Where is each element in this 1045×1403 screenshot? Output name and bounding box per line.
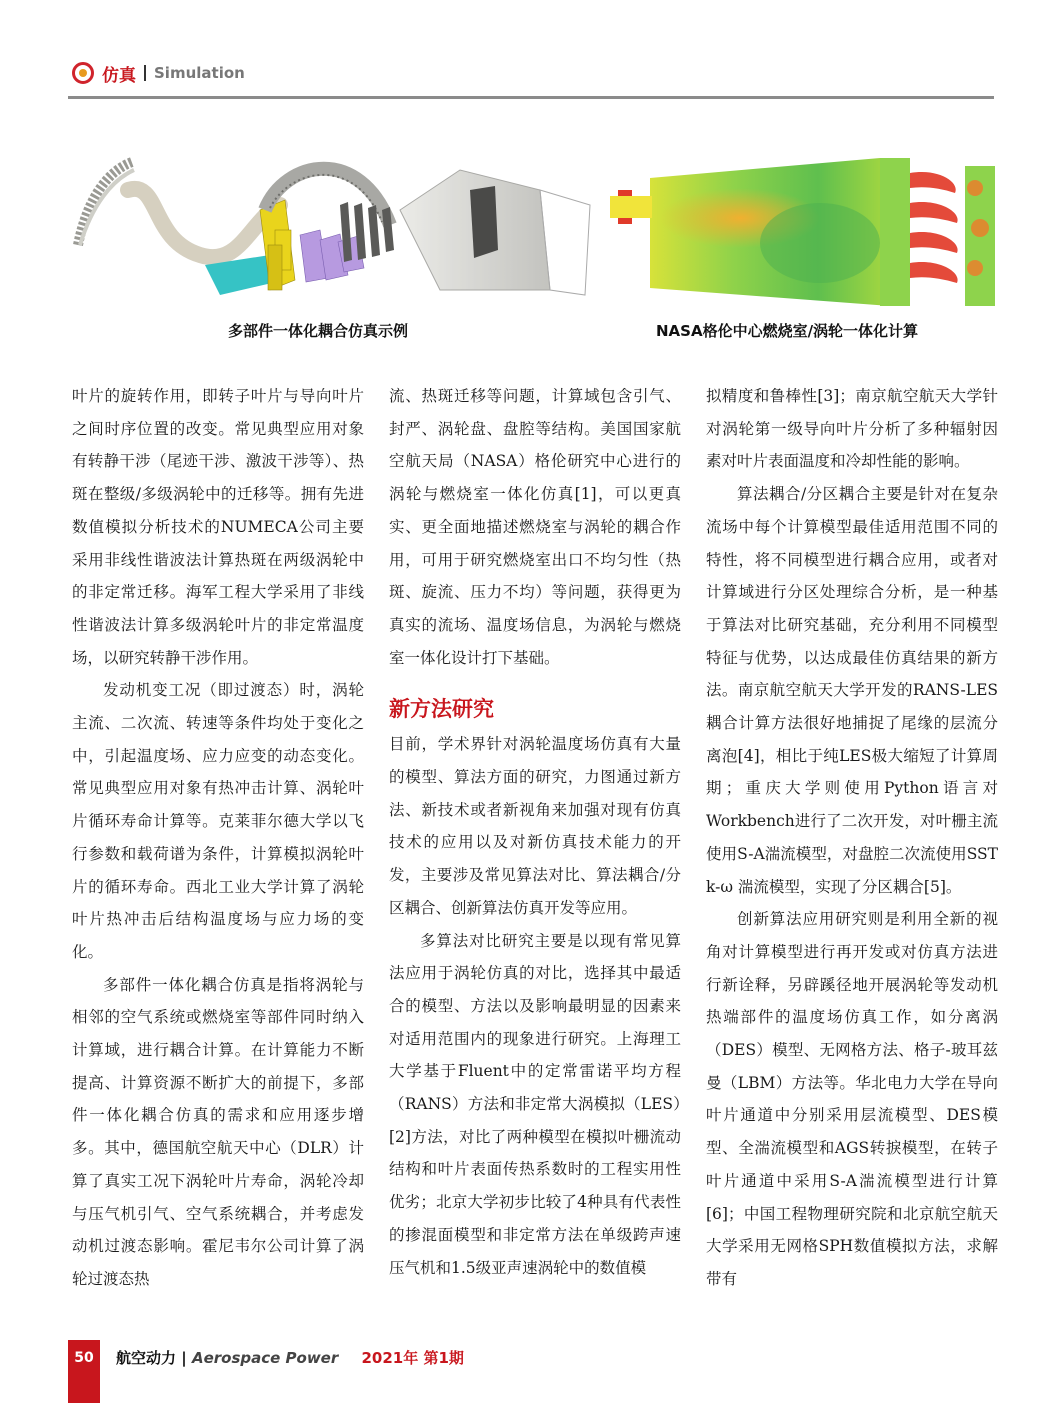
header-rule [68,96,994,99]
section-title-en: Simulation [154,64,245,82]
paragraph: 算法耦合/分区耦合主要是针对在复杂流场中每个计算模型最佳适用范围不同的特性，将不同模型进行耦合应用，或者对计算域进行分区处理综合分析，是一种基于算法对比研究基础，充分利用不同模型特征与优势，以达成最佳仿真结果的新方法。南京航空航天大学开发的RANS-LES耦合计算方法很好地捕捉了尾缘的层流分离泡[4]，相比于纯LES极大缩短了计算周期；重庆大学则使用Python语言对Workbench进行了二次开发，对叶栅主流使用S-A湍流模型，对盘腔二次流使用SST k-ω 湍流模型，实现了分区耦合[5]。 [706,485,998,896]
text-column-1 [72,380,364,1296]
journal-logo-icon [72,62,94,84]
paragraph: 目前，学术界针对涡轮温度场仿真有大量的模型、算法方面的研究，力图通过新方法、新技术或者新视角来加强对现有仿真技术的应用以及对新仿真技术能力的开发，主要涉及常见算法对比、算法耦合/分区耦合、创新算法仿真开发等应用。 [389,735,681,917]
paragraph: 多算法对比研究主要是以现有常见算法应用于涡轮仿真的对比，选择其中最适合的模型、方法以及影响最明显的因素来对适用范围内的现象进行研究。上海理工大学基于Fluent中的定常雷诺平均方程（RANS）方法和非定常大涡模拟（LES）[2]方法，对比了两种模型在模拟叶栅流动结构和叶片表面传热系数时的工程实用性优劣；北京大学初步比较了4种具有代表性的掺混面模型和非定常方法在单级跨声速压气机和1.5级亚声速涡轮中的数值模 [389,931,681,1277]
figure-caption-left: 多部件一体化耦合仿真示例 [228,322,409,340]
text-column-2 [389,380,681,1284]
paragraph: 发动机变工况（即过渡态）时，涡轮主流、二次流、转速等条件均处于变化之中，引起温度场、应力应变的动态变化。常见典型应用对象有热冲击计算、涡轮叶片循环寿命计算等。克莱菲尔德大学以飞行参数和载荷谱为条件，计算模拟涡轮叶片的循环寿命。西北工业大学计算了涡轮叶片热冲击后结构温度场与应力场的变化。 [72,681,364,961]
journal-name-en: Aerospace Power [191,1349,339,1367]
paragraph: 拟精度和鲁棒性[3]；南京航空航天大学针对涡轮第一级导向叶片分析了多种辐射因素对叶片表面温度和冷却性能的影响。 [706,387,998,471]
journal-name-cn: 航空动力 [116,1349,177,1367]
multi-component-simulation-figure [70,150,610,310]
page-number: 50 [74,1350,94,1366]
combustor-turbine-temperature-figure [610,148,998,310]
paragraph: 多部件一体化耦合仿真是指将涡轮与相邻的空气系统或燃烧室等部件同时纳入计算域，进行耦合计算。在计算能力不断提高、计算资源不断扩大的前提下，多部件一体化耦合仿真的需求和应用逐步增多。其中，德国航空航天中心（DLR）计算了真实工况下涡轮叶片寿命，涡轮冷却与压气机引气、空气系统耦合，并考虑发动机过渡态影响。霍尼韦尔公司计算了涡轮过渡态热 [72,975,364,1288]
section-title-cn: 仿真 [102,65,136,86]
text-column-3 [706,380,998,1296]
section-heading: 新方法研究 [389,697,494,722]
paragraph: 流、热斑迁移等问题，计算域包含引气、封严、涡轮盘、盘腔等结构。美国国家航空航天局（NASA）格伦研究中心进行的涡轮与燃烧室一体化仿真[1]，可以更真实、更全面地描述燃烧室与涡轮的耦合作用，可用于研究燃烧室出口不均匀性（热斑、旋流、压力不均）等问题，获得更为真实的流场、温度场信息，为涡轮与燃烧室一体化设计打下基础。 [389,387,681,667]
journal-separator: | [181,1349,187,1367]
journal-footer [116,1347,464,1368]
figure-caption-right: NASA格伦中心燃烧室/涡轮一体化计算 [656,322,919,340]
section-header [72,58,245,88]
paragraph: 叶片的旋转作用，即转子叶片与导向叶片之间时序位置的改变。常见典型应用对象有转静干涉（尾迹干涉、激波干涉等）、热斑在整级/多级涡轮中的迁移等。拥有先进数值模拟分析技术的NUMECA公司主要采用非线性谐波法计算热斑在两级涡轮中的非定常迁移。海军工程大学采用了非线性谐波法计算多级涡轮叶片的非定常温度场，以研究转静干涉作用。 [72,387,364,667]
journal-issue: 2021年 第1期 [361,1349,464,1367]
section-divider [144,65,146,81]
paragraph: 创新算法应用研究则是利用全新的视角对计算模型进行再开发或对仿真方法进行新诠释，另辟蹊径地开展涡轮等发动机热端部件的温度场仿真工作，如分离涡（DES）模型、无网格方法、格子-玻耳兹曼（LBM）方法等。华北电力大学在导向叶片通道中分别采用层流模型、DES模型、全湍流模型和AGS转捩模型，在转子叶片通道中采用S-A湍流模型进行计算[6]；中国工程物理研究院和北京航空航天大学采用无网格SPH数值模拟方法，求解带有 [706,910,998,1288]
